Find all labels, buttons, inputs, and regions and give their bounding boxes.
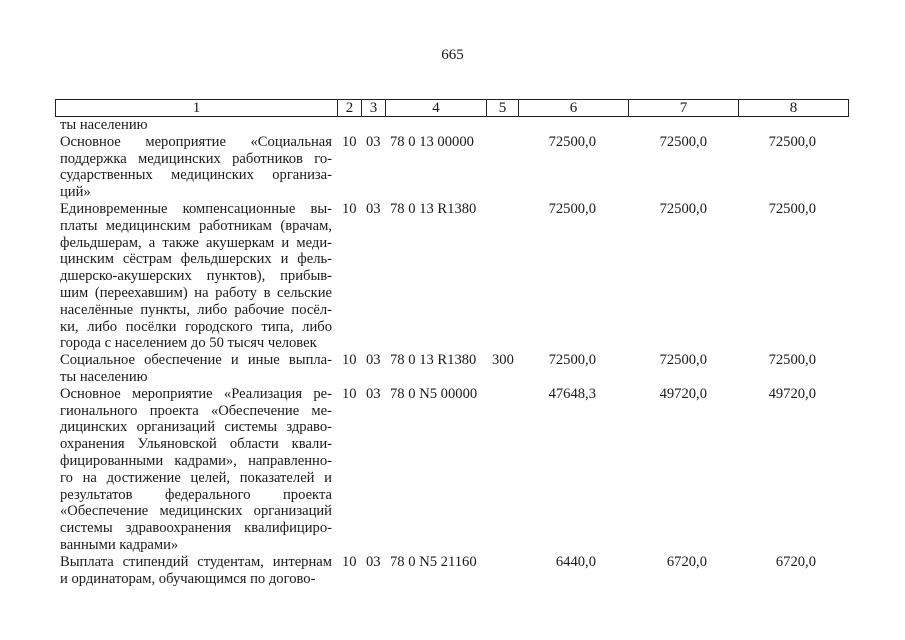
column-header-3: 3: [362, 100, 386, 117]
row-cell-c2: 10: [342, 133, 357, 150]
row-description-line: Социальное обеспечение и иные выпла-: [60, 352, 332, 369]
row-description-line: системы здравоохранения квалифициро-: [60, 520, 332, 537]
row-cell-c2: 10: [342, 352, 357, 369]
budget-table-body: [0, 117, 905, 587]
row-description-line: фельдшерам, а также акушеркам и меди-: [60, 234, 332, 251]
page-number: 665: [441, 47, 464, 63]
row-description: [60, 386, 332, 554]
row-cell-c8: 49720,0: [768, 385, 816, 402]
row-description-line: го на достижение целей, показателей и: [60, 469, 332, 486]
row-description-line: дицинских организаций системы здраво-: [60, 419, 332, 436]
row-cell-c6: 72500,0: [548, 352, 596, 369]
column-header-7: 7: [629, 100, 739, 117]
row-cell-c4: 78 0 13 R1380: [390, 352, 477, 369]
row-cell-c3: 03: [366, 385, 381, 402]
row-description-line: дшерско-акушерских пунктов), прибыв-: [60, 268, 332, 285]
row-description: [60, 352, 332, 386]
row-cell-c6: 47648,3: [548, 385, 596, 402]
row-description-line: Основное мероприятие «Социальная: [60, 133, 332, 150]
row-cell-c2: 10: [342, 200, 357, 217]
column-header-1: 1: [56, 100, 338, 117]
row-cell-c3: 03: [366, 553, 381, 570]
row-cell-c3: 03: [366, 352, 381, 369]
table-row: [0, 352, 905, 386]
row-cell-c6: 6440,0: [555, 553, 596, 570]
row-cell-c3: 03: [366, 133, 381, 150]
row-description-line: гионального проекта «Обеспечение ме-: [60, 402, 332, 419]
row-description-line: «Обеспечение медицинских организаций: [60, 503, 332, 520]
row-cell-c8: 6720,0: [775, 553, 816, 570]
row-description-line: цинским сёстрам фельдшерских и фель-: [60, 251, 332, 268]
row-cell-c6: 72500,0: [548, 200, 596, 217]
table-row: [0, 386, 905, 554]
row-cell-c2: 10: [342, 553, 357, 570]
row-description-line: ванными кадрами»: [60, 536, 179, 553]
column-header-row: [56, 100, 849, 117]
table-row: [0, 117, 905, 134]
column-header-2: 2: [338, 100, 362, 117]
row-description: [60, 201, 332, 352]
row-cell-c7: 72500,0: [659, 352, 707, 369]
row-description-line: фицированными кадрами», направленно-: [60, 452, 332, 469]
row-description-line: Единовременные компенсационные вы-: [60, 200, 332, 217]
row-description-line: ты населению: [60, 117, 148, 133]
table-row: [0, 201, 905, 352]
row-description-line: города с населением до 50 тысяч человек: [60, 335, 317, 352]
row-cell-c7: 49720,0: [659, 385, 707, 402]
table-row: [0, 554, 905, 588]
row-cell-c6: 72500,0: [548, 133, 596, 150]
row-cell-c4: 78 0 N5 00000: [390, 385, 478, 402]
column-header-8: 8: [739, 100, 849, 117]
column-header-6: 6: [519, 100, 629, 117]
row-description-line: и ординаторам, обучающимся по догово-: [60, 570, 316, 587]
row-description-line: ты населению: [60, 368, 148, 385]
row-description-line: охранения Ульяновской области квали-: [60, 436, 332, 453]
row-cell-c4: 78 0 N5 21160: [390, 553, 477, 570]
row-description: [60, 117, 332, 134]
column-header-table: [55, 99, 849, 117]
column-header-4: 4: [386, 100, 487, 117]
row-cell-c8: 72500,0: [768, 352, 816, 369]
row-description: [60, 134, 332, 201]
column-header-5: 5: [487, 100, 519, 117]
row-cell-c2: 10: [342, 385, 357, 402]
row-cell-c3: 03: [366, 200, 381, 217]
row-cell-c8: 72500,0: [768, 200, 816, 217]
row-description-line: Выплата стипендий студентам, интернам: [60, 553, 332, 570]
row-description-line: шим (переехавшим) на работу в сельские: [60, 284, 332, 301]
row-description-line: сударственных медицинских организа-: [60, 167, 332, 184]
row-cell-c4: 78 0 13 R1380: [390, 200, 477, 217]
row-description-line: поддержка медицинских работников го-: [60, 150, 332, 167]
row-cell-c4: 78 0 13 00000: [390, 133, 474, 150]
row-cell-c7: 72500,0: [659, 200, 707, 217]
row-cell-c7: 6720,0: [666, 553, 707, 570]
row-description-line: платы медицинским работникам (врачам,: [60, 217, 332, 234]
row-cell-c5: 300: [492, 352, 514, 369]
row-cell-c8: 72500,0: [768, 133, 816, 150]
row-description-line: населённые пункты, либо рабочие посёл-: [60, 301, 332, 318]
row-description: [60, 554, 332, 588]
row-description-line: ки, либо посёлки городского типа, либо: [60, 318, 332, 335]
row-description-line: ций»: [60, 184, 91, 201]
row-description-line: результатов федерального проекта: [60, 486, 332, 503]
row-cell-c7: 72500,0: [659, 133, 707, 150]
row-description-line: Основное мероприятие «Реализация ре-: [60, 385, 332, 402]
table-row: [0, 134, 905, 201]
